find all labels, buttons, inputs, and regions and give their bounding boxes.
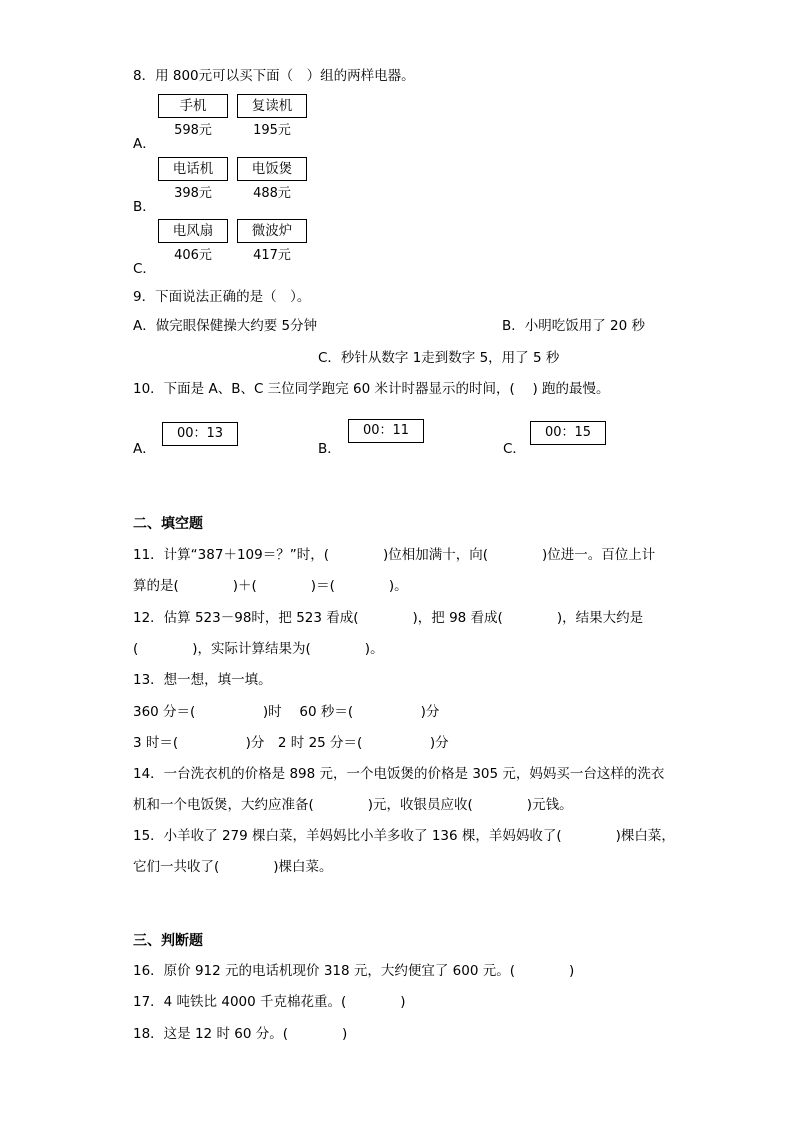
q8-b-item2-box: 电饭煲	[237, 157, 307, 181]
q10-option-c-label: C．	[503, 441, 526, 457]
q8-option-b-label: B．	[133, 199, 156, 215]
q8-c-item2-box: 微波炉	[237, 219, 307, 243]
q18-text: 18．这是 12 时 60 分。( )	[133, 1026, 348, 1042]
q10-timer-b: 00：11	[348, 419, 424, 443]
q9-option-c: C．秒针从数字 1走到数字 5，用了 5 秒	[318, 350, 560, 366]
q10-stem: 10．下面是 A、B、C 三位同学跑完 60 米计时器显示的时间，( ) 跑的最慢。	[133, 381, 610, 397]
q8-a-item1-price: 598元	[174, 123, 212, 138]
q8-b-item1-price: 398元	[174, 186, 212, 201]
q9-option-b: B．小明吃饭用了 20 秒	[502, 318, 646, 334]
q16-text: 16．原价 912 元的电话机现价 318 元，大约便宜了 600 元。( )	[133, 963, 575, 979]
q10-timer-a: 00：13	[162, 422, 238, 446]
q13-stem: 13．想一想，填一填。	[133, 672, 272, 688]
q8-stem: 8．用 800元可以买下面（ ）组的两样电器。	[133, 68, 415, 84]
q8-b-item1-box: 电话机	[158, 157, 228, 181]
q8-a-item1-box: 手机	[158, 94, 228, 118]
q8-option-a-label: A．	[133, 136, 156, 152]
q14-line1: 14．一台洗衣机的价格是 898 元，一个电饭煲的价格是 305 元，妈妈买一台这样的洗衣	[133, 766, 665, 782]
q8-c-item1-price: 406元	[174, 248, 212, 263]
q9-stem: 9．下面说法正确的是（ ）。	[133, 289, 311, 305]
q8-c-item2-price: 417元	[253, 248, 291, 263]
q10-option-b-label: B．	[318, 441, 341, 457]
q17-text: 17．4 吨铁比 4000 千克棉花重。( )	[133, 994, 406, 1010]
q9-option-a: A．做完眼保健操大约要 5分钟	[133, 318, 318, 334]
q8-a-item2-price: 195元	[253, 123, 291, 138]
q11-line2: 算的是( )＋( )＝( )。	[133, 578, 408, 594]
q8-a-item2-box: 复读机	[237, 94, 307, 118]
q8-b-item2-price: 488元	[253, 186, 291, 201]
q14-line2: 机和一个电饭煲，大约应准备( )元，收银员应收( )元钱。	[133, 797, 573, 813]
q13-line2: 3 时＝( )分 2 时 25 分＝( )分	[133, 735, 449, 751]
q8-option-c-label: C．	[133, 261, 156, 277]
q15-line1: 15．小羊收了 279 棵白菜，羊妈妈比小羊多收了 136 棵，羊妈妈收了( )棵白菜，	[133, 828, 675, 844]
section-fill-blank-title: 二、填空题	[133, 516, 203, 532]
q12-line1: 12．估算 523－98时，把 523 看成( )，把 98 看成( )，结果大约是	[133, 610, 644, 626]
q10-timer-c: 00：15	[530, 421, 606, 445]
section-judge-title: 三、判断题	[133, 933, 203, 949]
q8-c-item1-box: 电风扇	[158, 219, 228, 243]
q12-line2: ( )，实际计算结果为( )。	[133, 641, 384, 657]
q13-line1: 360 分＝( )时 60 秒＝( )分	[133, 704, 440, 720]
q10-option-a-label: A．	[133, 441, 156, 457]
q15-line2: 它们一共收了( )棵白菜。	[133, 859, 333, 875]
q11-line1: 11．计算“387＋109＝？”时，( )位相加满十，向( )位进一。百位上计	[133, 547, 656, 563]
